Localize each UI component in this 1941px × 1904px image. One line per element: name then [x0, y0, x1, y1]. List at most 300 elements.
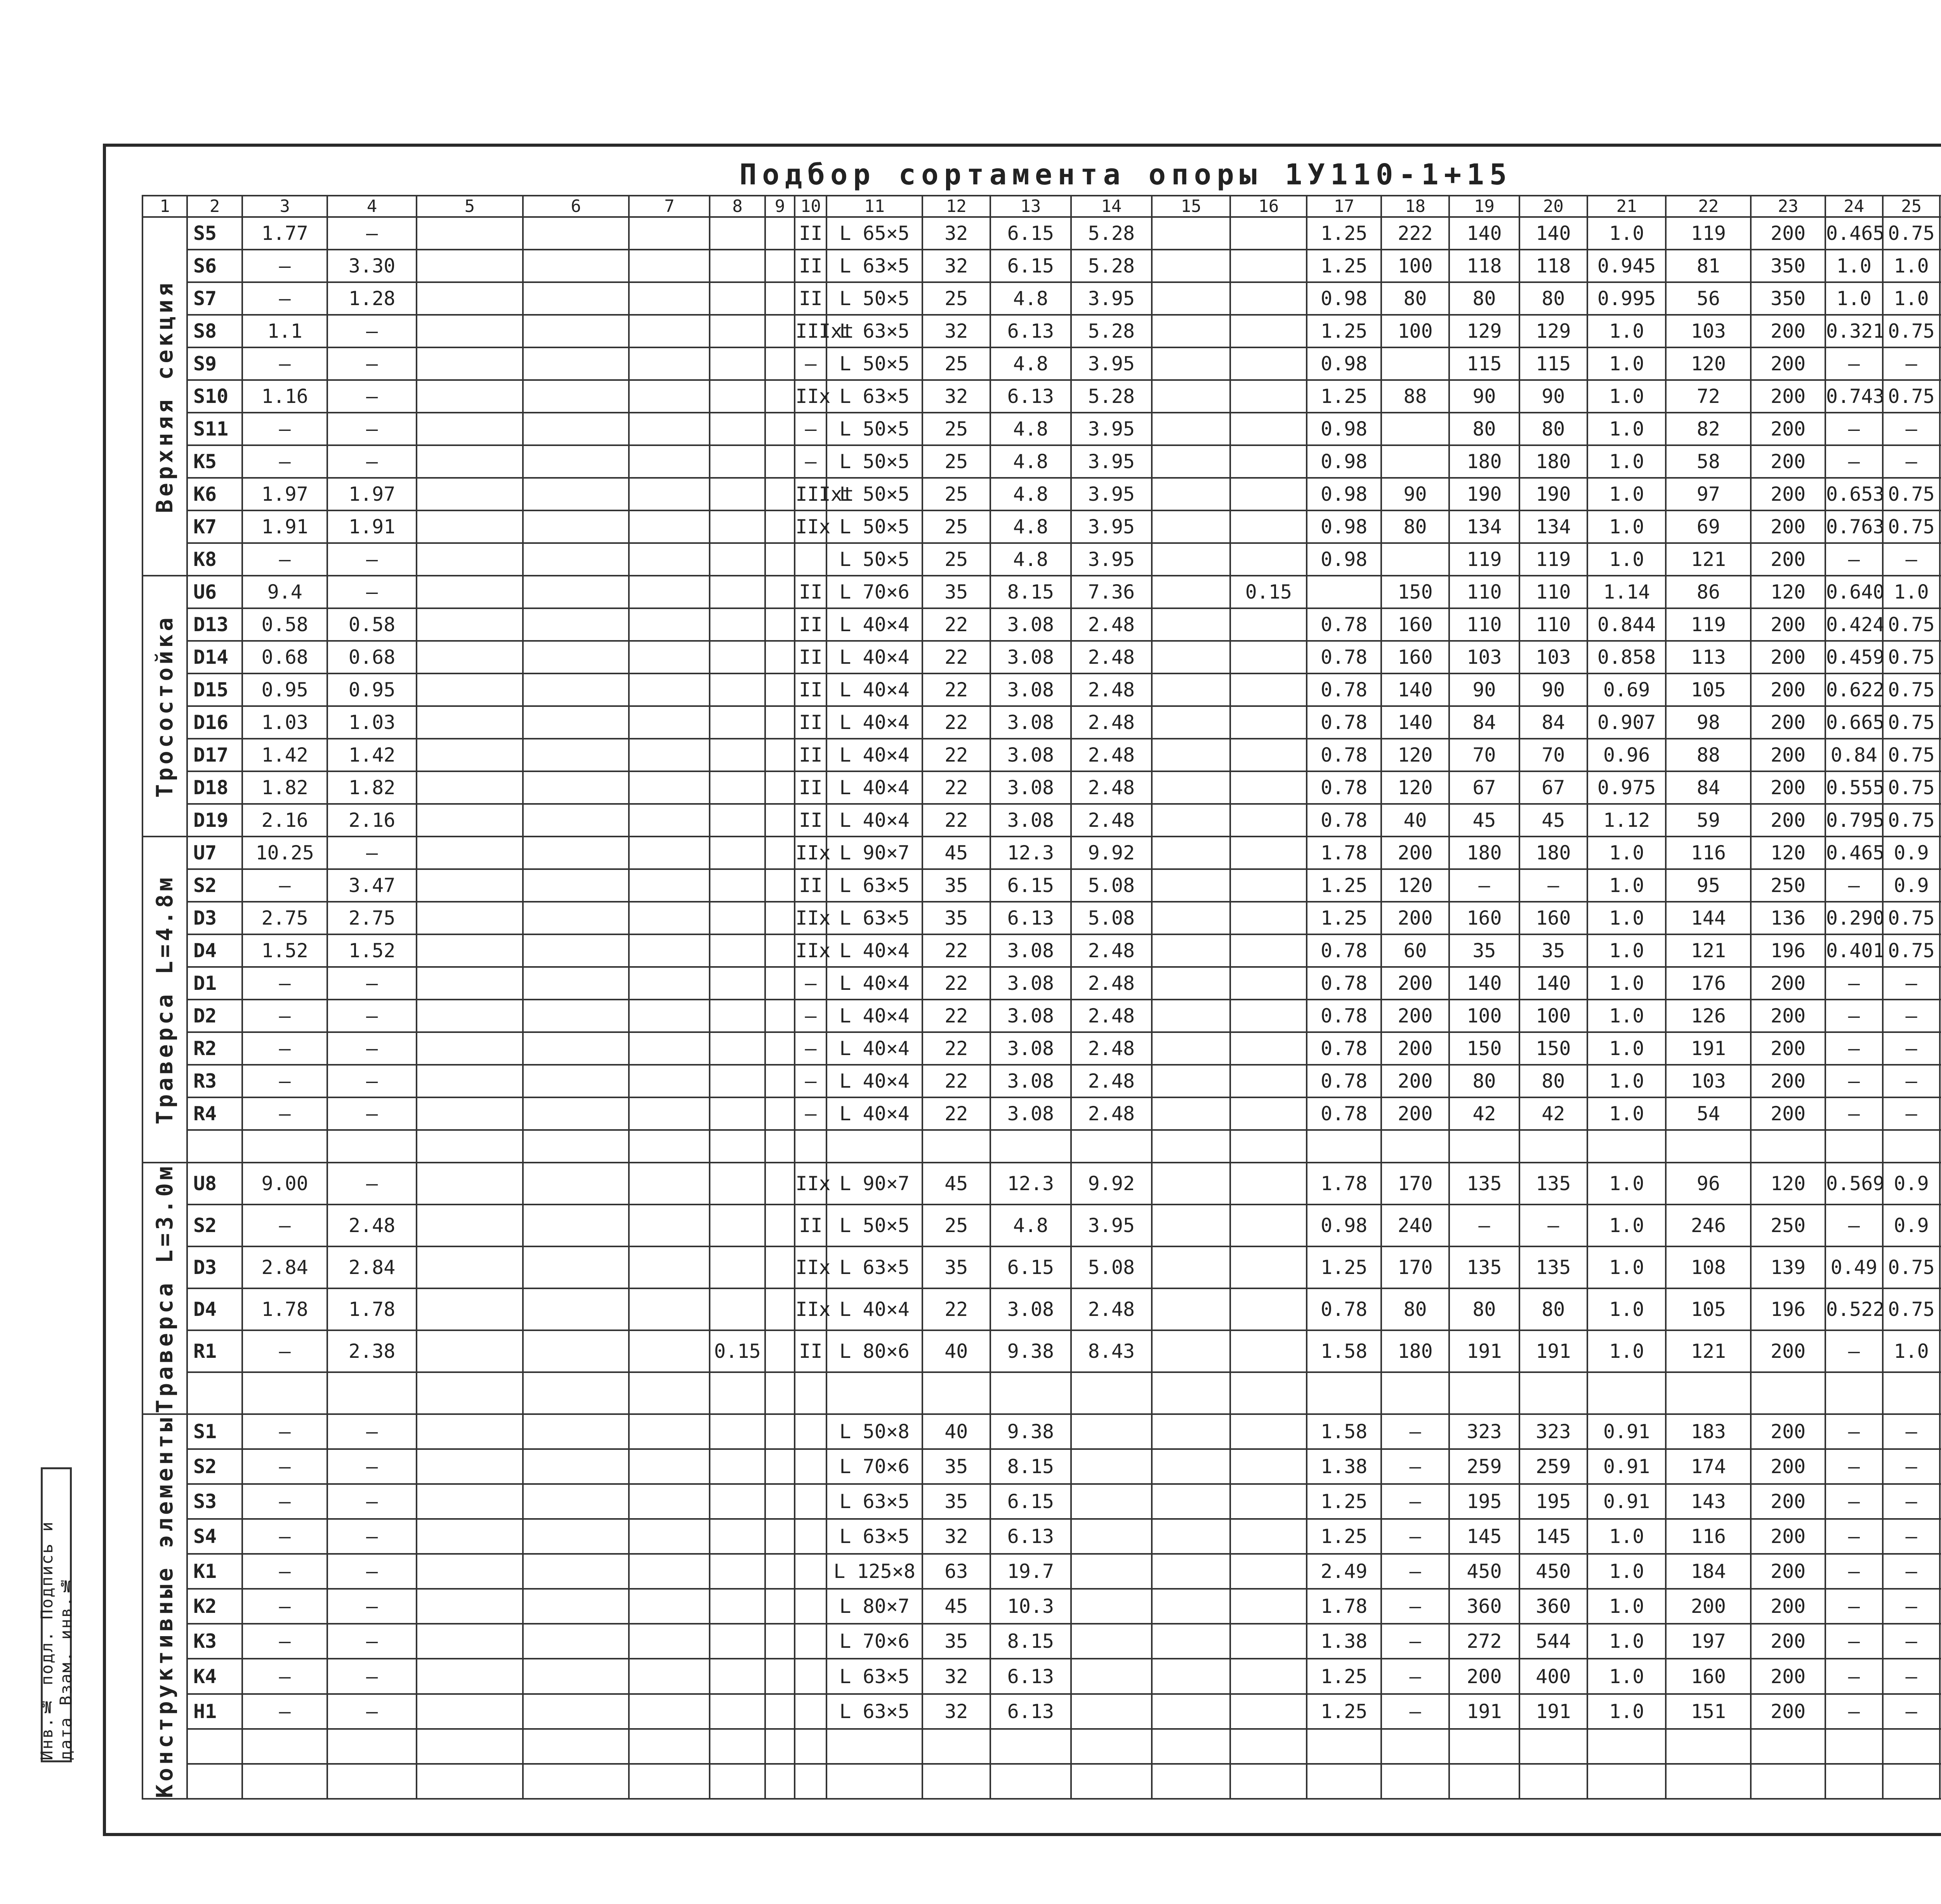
table-cell — [629, 1764, 710, 1799]
element-mark: D3 — [187, 1246, 242, 1288]
table-cell — [1071, 1519, 1152, 1554]
table-cell: 2.48 — [1071, 934, 1152, 967]
table-cell — [1307, 1729, 1381, 1764]
table-cell: 0.78 — [1307, 967, 1381, 1000]
table-cell — [523, 1288, 629, 1330]
table-cell — [417, 478, 523, 510]
table-cell — [1230, 1449, 1307, 1484]
table-cell: 180 — [1519, 837, 1587, 869]
table-cell — [1587, 1729, 1666, 1764]
table-cell: 200 — [1751, 1414, 1825, 1449]
table-cell: — — [242, 1205, 327, 1246]
table-cell — [765, 576, 795, 608]
table-cell: 1.25 — [1307, 1246, 1381, 1288]
table-cell: 140 — [1381, 706, 1449, 739]
table-cell — [523, 250, 629, 282]
table-cell — [629, 1000, 710, 1032]
table-cell: 200 — [1381, 1032, 1449, 1065]
table-cell: L 63×5 — [826, 869, 922, 902]
table-cell: — — [1449, 1205, 1519, 1246]
table-cell: 100 — [1381, 250, 1449, 282]
table-cell — [417, 608, 523, 641]
table-cell: L 63×5 — [826, 1484, 922, 1519]
table-cell — [1152, 1624, 1231, 1659]
table-cell: 180 — [1449, 445, 1519, 478]
table-cell: 272 — [1449, 1624, 1519, 1659]
table-cell: 0.858 — [1587, 641, 1666, 673]
table-cell: 1.0 — [1587, 1032, 1666, 1065]
table-cell — [922, 1729, 990, 1764]
table-cell — [1751, 1764, 1825, 1799]
table-cell: 0.401 — [1825, 934, 1883, 967]
table-cell: 35 — [922, 1246, 990, 1288]
table-cell — [710, 413, 765, 445]
table-cell: — — [795, 1097, 826, 1130]
table-cell — [1883, 1372, 1940, 1414]
group-label: Траверса L=3.0м — [151, 1163, 178, 1413]
table-cell: — — [242, 347, 327, 380]
table-cell: L 50×5 — [826, 347, 922, 380]
table-cell: 2.75 — [327, 902, 417, 934]
table-cell — [1230, 934, 1307, 967]
table-cell: 195 — [1449, 1484, 1519, 1519]
table-cell: 134 — [1519, 510, 1587, 543]
table-cell: — — [327, 413, 417, 445]
table-cell — [710, 347, 765, 380]
table-cell — [710, 282, 765, 315]
table-cell: 67 — [1519, 771, 1587, 804]
element-mark — [187, 1729, 242, 1764]
table-cell: 0.640 — [1825, 576, 1883, 608]
table-cell — [765, 1288, 795, 1330]
table-cell: 1.25 — [1307, 1694, 1381, 1729]
table-cell: IIx — [795, 380, 826, 413]
table-cell: 0.465 — [1825, 837, 1883, 869]
table-cell: 32 — [922, 1694, 990, 1729]
table-cell — [1152, 934, 1231, 967]
table-cell: 119 — [1519, 543, 1587, 576]
table-cell — [1230, 315, 1307, 347]
table-cell: L 50×5 — [826, 445, 922, 478]
table-cell — [765, 1694, 795, 1729]
table-cell: 0.78 — [1307, 1065, 1381, 1097]
table-row — [142, 1589, 1941, 1624]
table-cell — [710, 1097, 765, 1130]
table-cell: 22 — [922, 706, 990, 739]
table-cell: 0.49 — [1825, 1246, 1883, 1288]
table-cell: 0.58 — [327, 608, 417, 641]
table-cell — [417, 1163, 523, 1205]
table-cell: 1.12 — [1587, 804, 1666, 837]
table-cell: 0.75 — [1883, 315, 1940, 347]
table-cell: 1.25 — [1307, 380, 1381, 413]
table-cell: 200 — [1751, 1484, 1825, 1519]
table-cell: 90 — [1519, 673, 1587, 706]
table-cell: 170 — [1381, 1163, 1449, 1205]
table-cell — [1071, 1449, 1152, 1484]
table-cell — [1152, 1163, 1231, 1205]
table-cell — [1071, 1729, 1152, 1764]
table-cell — [629, 1372, 710, 1414]
table-cell: II — [795, 869, 826, 902]
table-cell: 360 — [1519, 1589, 1587, 1624]
table-cell — [795, 1554, 826, 1589]
table-cell — [710, 1414, 765, 1449]
table-cell: — — [327, 1032, 417, 1065]
table-cell: 119 — [1449, 543, 1519, 576]
table-cell — [710, 1554, 765, 1589]
element-mark: D4 — [187, 934, 242, 967]
table-cell — [523, 1000, 629, 1032]
table-cell: 0.95 — [242, 673, 327, 706]
table-cell: 25 — [922, 282, 990, 315]
table-cell — [523, 282, 629, 315]
table-cell: — — [1883, 347, 1940, 380]
table-cell — [629, 1519, 710, 1554]
column-number: 12 — [922, 196, 990, 217]
table-cell: 2.48 — [1071, 1097, 1152, 1130]
table-cell: — — [242, 1484, 327, 1519]
table-cell — [765, 282, 795, 315]
table-cell: 2.84 — [242, 1246, 327, 1288]
table-cell: 1.0 — [1587, 478, 1666, 510]
table-cell: 9.92 — [1071, 837, 1152, 869]
table-row — [142, 1414, 1941, 1449]
table-cell — [710, 706, 765, 739]
table-cell: 3.08 — [990, 1065, 1071, 1097]
table-cell: 0.75 — [1883, 804, 1940, 837]
table-cell: 0.78 — [1307, 934, 1381, 967]
table-cell — [523, 608, 629, 641]
table-cell: L 40×4 — [826, 934, 922, 967]
table-cell: 5.28 — [1071, 315, 1152, 347]
column-number: 13 — [990, 196, 1071, 217]
table-cell: — — [1825, 1519, 1883, 1554]
table-cell — [523, 217, 629, 250]
group-label: Тросостойка — [151, 614, 178, 798]
table-cell — [922, 1372, 990, 1414]
table-cell: 1.78 — [1307, 1163, 1381, 1205]
table-cell — [765, 1484, 795, 1519]
table-cell: L 40×4 — [826, 608, 922, 641]
table-cell: 105 — [1666, 673, 1751, 706]
table-cell: L 40×4 — [826, 1288, 922, 1330]
table-cell: 139 — [1751, 1246, 1825, 1288]
element-mark: D18 — [187, 771, 242, 804]
table-cell — [1071, 1694, 1152, 1729]
table-cell: — — [1883, 1414, 1940, 1449]
table-cell: 25 — [922, 413, 990, 445]
table-cell: 259 — [1519, 1449, 1587, 1484]
table-cell — [765, 1163, 795, 1205]
table-cell — [1883, 1130, 1940, 1163]
table-cell: 116 — [1666, 1519, 1751, 1554]
table-cell: 22 — [922, 1065, 990, 1097]
table-cell — [417, 1589, 523, 1624]
table-cell — [523, 869, 629, 902]
table-cell — [417, 1484, 523, 1519]
table-cell — [417, 510, 523, 543]
table-cell: 0.91 — [1587, 1414, 1666, 1449]
table-cell — [523, 413, 629, 445]
table-cell: 1.0 — [1587, 902, 1666, 934]
table-cell: 196 — [1751, 1288, 1825, 1330]
table-cell — [765, 1000, 795, 1032]
table-cell — [1230, 1288, 1307, 1330]
table-cell: 160 — [1666, 1659, 1751, 1694]
table-cell: 45 — [1449, 804, 1519, 837]
table-row — [142, 380, 1941, 413]
table-cell — [417, 1554, 523, 1589]
table-row — [142, 706, 1941, 739]
table-cell — [765, 1032, 795, 1065]
table-row — [142, 771, 1941, 804]
table-cell — [629, 217, 710, 250]
table-cell: 0.78 — [1307, 739, 1381, 771]
table-cell: 1.0 — [1587, 934, 1666, 967]
table-cell: — — [1825, 967, 1883, 1000]
table-cell: — — [1825, 1065, 1883, 1097]
table-cell: 0.69 — [1587, 673, 1666, 706]
table-cell: 1.14 — [1587, 576, 1666, 608]
table-cell: 3.08 — [990, 771, 1071, 804]
table-cell — [765, 380, 795, 413]
table-cell — [1230, 869, 1307, 902]
table-cell: 200 — [1751, 1065, 1825, 1097]
table-cell: — — [242, 869, 327, 902]
table-cell: — — [1883, 1032, 1940, 1065]
table-cell — [1152, 510, 1231, 543]
table-cell: 80 — [1449, 413, 1519, 445]
table-cell: 2.75 — [242, 902, 327, 934]
table-cell: 180 — [1381, 1330, 1449, 1372]
table-cell: 174 — [1666, 1449, 1751, 1484]
table-cell — [417, 315, 523, 347]
table-cell: II — [795, 739, 826, 771]
table-cell: II — [795, 250, 826, 282]
table-cell — [710, 837, 765, 869]
table-cell — [765, 1519, 795, 1554]
table-cell: 400 — [1519, 1659, 1587, 1694]
table-cell: 1.0 — [1587, 1330, 1666, 1372]
table-cell — [1152, 739, 1231, 771]
table-cell: 1.0 — [1883, 1330, 1940, 1372]
table-cell: 0.78 — [1307, 673, 1381, 706]
table-cell — [629, 347, 710, 380]
table-cell — [765, 837, 795, 869]
table-cell — [417, 217, 523, 250]
table-cell — [523, 1624, 629, 1659]
table-cell — [1152, 478, 1231, 510]
table-cell: 0.465 — [1825, 217, 1883, 250]
table-cell: 118 — [1449, 250, 1519, 282]
element-mark: R3 — [187, 1065, 242, 1097]
table-cell: 6.15 — [990, 869, 1071, 902]
table-cell: 6.15 — [990, 1484, 1071, 1519]
table-cell — [765, 543, 795, 576]
table-cell: — — [1883, 1589, 1940, 1624]
column-number: 16 — [1230, 196, 1307, 217]
table-cell: — — [1825, 1330, 1883, 1372]
table-cell — [1152, 771, 1231, 804]
table-cell: — — [1883, 1449, 1940, 1484]
table-cell: 110 — [1519, 608, 1587, 641]
table-cell — [523, 967, 629, 1000]
table-cell: 103 — [1666, 315, 1751, 347]
table-cell: 25 — [922, 347, 990, 380]
table-cell — [765, 1246, 795, 1288]
table-cell — [417, 1246, 523, 1288]
table-cell: 3.30 — [327, 250, 417, 282]
table-cell — [629, 543, 710, 576]
table-row — [142, 250, 1941, 282]
table-cell — [523, 1205, 629, 1246]
table-cell — [1519, 1729, 1587, 1764]
table-cell — [1230, 413, 1307, 445]
table-cell — [1152, 543, 1231, 576]
table-cell: — — [242, 1032, 327, 1065]
table-cell — [1307, 576, 1381, 608]
column-number: 4 — [327, 196, 417, 217]
table-cell: 0.9 — [1883, 869, 1940, 902]
element-mark: R1 — [187, 1330, 242, 1372]
table-cell: 0.75 — [1883, 902, 1940, 934]
table-cell — [1071, 1372, 1152, 1414]
table-cell: L 63×5 — [826, 380, 922, 413]
table-cell — [417, 1624, 523, 1659]
table-cell — [1381, 1764, 1449, 1799]
element-mark: D4 — [187, 1288, 242, 1330]
table-cell: L 70×6 — [826, 1624, 922, 1659]
table-cell: 45 — [922, 1589, 990, 1624]
table-cell: 0.98 — [1307, 1205, 1381, 1246]
table-cell: 191 — [1449, 1330, 1519, 1372]
table-cell: 0.95 — [327, 673, 417, 706]
table-cell — [523, 1097, 629, 1130]
table-cell — [765, 1589, 795, 1624]
table-cell: L 63×5 — [826, 1519, 922, 1554]
table-cell — [1449, 1764, 1519, 1799]
table-cell: 115 — [1519, 347, 1587, 380]
table-cell: 197 — [1666, 1624, 1751, 1659]
table-cell: 90 — [1519, 380, 1587, 413]
table-cell: IIx — [795, 902, 826, 934]
table-cell: 240 — [1381, 1205, 1449, 1246]
table-cell: 0.98 — [1307, 282, 1381, 315]
table-cell: 0.75 — [1883, 706, 1940, 739]
table-cell: — — [327, 1163, 417, 1205]
table-cell: 2.48 — [1071, 771, 1152, 804]
table-cell: 3.08 — [990, 739, 1071, 771]
table-cell — [523, 902, 629, 934]
table-cell — [523, 478, 629, 510]
table-cell: — — [327, 380, 417, 413]
table-cell: — — [1883, 1000, 1940, 1032]
table-row — [142, 902, 1941, 934]
table-row — [142, 576, 1941, 608]
table-cell — [417, 1659, 523, 1694]
table-cell — [1230, 543, 1307, 576]
table-cell — [765, 1414, 795, 1449]
table-cell: 0.91 — [1587, 1449, 1666, 1484]
table-cell: L 90×7 — [826, 837, 922, 869]
table-cell — [1230, 1589, 1307, 1624]
table-cell: 90 — [1449, 673, 1519, 706]
table-row — [142, 510, 1941, 543]
table-cell — [1230, 1097, 1307, 1130]
table-cell: 160 — [1381, 641, 1449, 673]
column-number: 1 — [142, 196, 187, 217]
table-cell: IIx — [795, 934, 826, 967]
table-cell: — — [1883, 1554, 1940, 1589]
table-cell: 1.0 — [1587, 1246, 1666, 1288]
table-cell: 0.84 — [1825, 739, 1883, 771]
table-cell: 200 — [1751, 771, 1825, 804]
table-cell: 0.15 — [710, 1330, 765, 1372]
table-cell: — — [327, 217, 417, 250]
table-cell: 1.28 — [327, 282, 417, 315]
table-row — [142, 413, 1941, 445]
table-cell — [1381, 543, 1449, 576]
table-cell: 160 — [1381, 608, 1449, 641]
table-cell: — — [327, 1484, 417, 1519]
table-cell: 119 — [1666, 217, 1751, 250]
table-cell: 0.75 — [1883, 1246, 1940, 1288]
table-cell — [417, 804, 523, 837]
table-cell: — — [1825, 1484, 1883, 1519]
table-cell: 1.78 — [1307, 837, 1381, 869]
table-cell — [990, 1372, 1071, 1414]
table-cell — [629, 1205, 710, 1246]
table-cell: 3.08 — [990, 706, 1071, 739]
table-cell: 1.0 — [1587, 869, 1666, 902]
table-cell: 140 — [1449, 217, 1519, 250]
table-cell: 110 — [1449, 608, 1519, 641]
table-row — [142, 1205, 1941, 1246]
table-cell: L 40×4 — [826, 739, 922, 771]
table-cell: 121 — [1666, 1330, 1751, 1372]
table-cell — [765, 804, 795, 837]
table-cell: 120 — [1751, 576, 1825, 608]
table-cell — [523, 804, 629, 837]
table-cell — [629, 1097, 710, 1130]
table-cell: 3.95 — [1071, 347, 1152, 380]
table-cell — [765, 869, 795, 902]
table-cell — [1230, 1000, 1307, 1032]
table-cell — [629, 445, 710, 478]
table-cell — [1230, 1032, 1307, 1065]
table-cell: 200 — [1751, 1097, 1825, 1130]
table-cell — [1519, 1130, 1587, 1163]
table-cell: — — [327, 1624, 417, 1659]
element-mark — [187, 1130, 242, 1163]
table-cell: 0.653 — [1825, 478, 1883, 510]
table-cell: 0.522 — [1825, 1288, 1883, 1330]
table-cell: — — [1825, 347, 1883, 380]
table-cell: 191 — [1519, 1694, 1587, 1729]
table-cell — [629, 869, 710, 902]
table-cell: 1.25 — [1307, 902, 1381, 934]
table-cell — [795, 1449, 826, 1484]
table-cell: 42 — [1519, 1097, 1587, 1130]
table-cell: 200 — [1751, 315, 1825, 347]
table-cell — [417, 543, 523, 576]
table-cell: 120 — [1381, 771, 1449, 804]
table-cell: — — [1825, 1414, 1883, 1449]
table-cell — [1381, 413, 1449, 445]
table-cell — [523, 1372, 629, 1414]
table-cell — [710, 1065, 765, 1097]
